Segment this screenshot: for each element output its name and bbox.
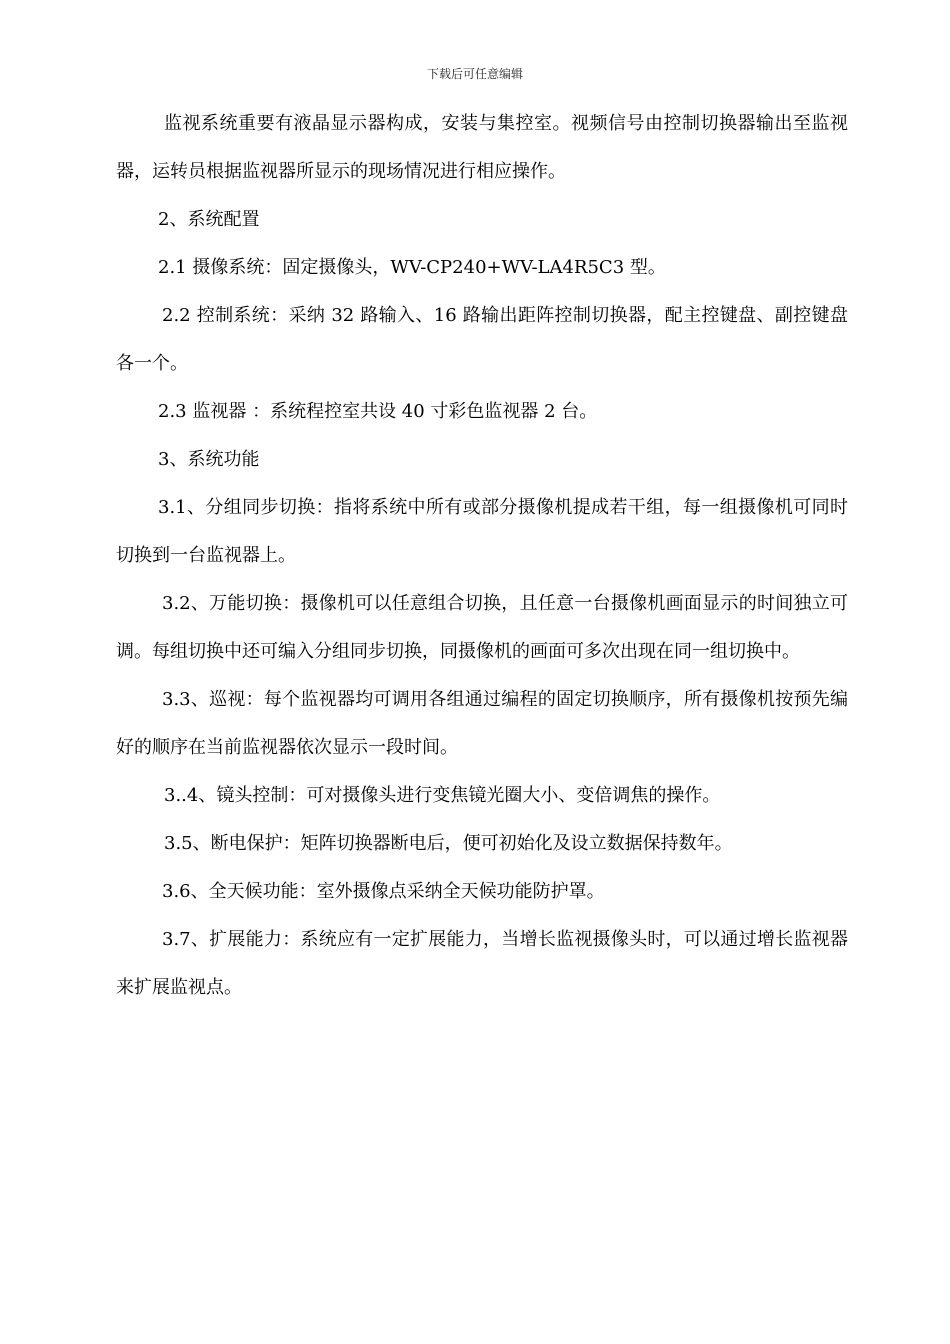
paragraph-control-system: 2.2 控制系统：采纳 32 路输入、16 路输出距阵控制切换器，配主控键盘、副控键盘各一个。 xyxy=(116,305,848,374)
paragraph-power-protection: 3.5、断电保护：矩阵切换器断电后，便可初始化及设立数据保持数年。 xyxy=(164,833,733,854)
paragraph-universal-switching: 3.2、万能切换：摄像机可以任意组合切换，且任意一台摄像机画面显示的时间独立可调。每组切换中还可编入分组同步切换，同摄像机的画面可多次出现在同一组切换中。 xyxy=(116,593,848,662)
paragraph-camera-system: 2.1 摄像系统：固定摄像头，WV-CP240+WV-LA4R5C3 型。 xyxy=(158,257,666,278)
paragraph-lens-control: 3..4、镜头控制：可对摄像头进行变焦镜光圈大小、变倍调焦的操作。 xyxy=(164,785,721,806)
paragraph-monitor: 2.3 监视器 ：系统程控室共设 40 寸彩色监视器 2 台。 xyxy=(158,401,598,422)
paragraph-patrol: 3.3、巡视：每个监视器均可调用各组通过编程的固定切换顺序，所有摄像机按预先编好的顺序在当前监视器依次显示一段时间。 xyxy=(116,689,848,758)
paragraph-all-weather: 3.6、全天候功能：室外摄像点采纳全天候功能防护罩。 xyxy=(162,881,605,902)
paragraph-expansion: 3.7、扩展能力：系统应有一定扩展能力，当增长监视摄像头时，可以通过增长监视器来扩展监视点。 xyxy=(116,929,848,998)
paragraph-intro: 监视系统重要有液晶显示器构成，安装与集控室。视频信号由控制切换器输出至监视器，运转员根据监视器所显示的现场情况进行相应操作。 xyxy=(116,113,848,182)
section-heading-system-config: 2、系统配置 xyxy=(158,209,260,230)
paragraph-group-switching: 3.1、分组同步切换：指将系统中所有或部分摄像机提成若干组，每一组摄像机可同时切换到一台监视器上。 xyxy=(116,497,848,566)
section-heading-system-functions: 3、系统功能 xyxy=(158,449,260,470)
document-body xyxy=(116,100,848,1012)
page-header: 下载后可任意编辑 xyxy=(426,67,523,81)
